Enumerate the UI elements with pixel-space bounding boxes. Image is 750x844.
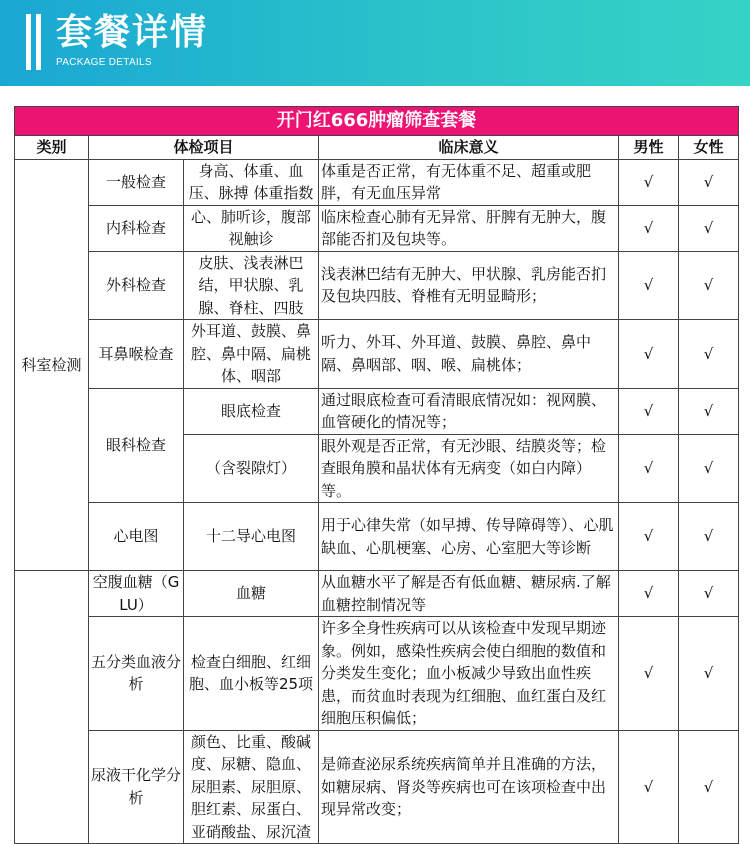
meaning-cell: 临床检查心肺有无异常、肝脾有无肿大，腹部能否扪及包块等。 [319, 205, 619, 251]
table-row [15, 205, 739, 251]
female-check: √ [679, 571, 739, 617]
page-title: 套餐详情 [56, 12, 209, 53]
item-cell: 眼科检查 [89, 388, 184, 503]
item-cell: 心电图 [89, 503, 184, 571]
table-row [15, 571, 739, 617]
female-check: √ [679, 251, 739, 320]
sub-item-cell: （含裂隙灯） [184, 434, 319, 503]
sub-item-cell: 血糖 [184, 571, 319, 617]
male-check: √ [619, 205, 679, 251]
sub-item-cell: 外耳道、鼓膜、鼻腔、鼻中隔、扁桃体、咽部 [184, 320, 319, 389]
table-row [15, 503, 739, 571]
column-header-category: 类别 [15, 136, 89, 160]
female-check: √ [679, 320, 739, 389]
item-cell: 空腹血糖（GLU） [89, 571, 184, 617]
item-cell: 五分类血液分析 [89, 617, 184, 731]
meaning-cell: 体重是否正常，有无体重不足、超重或肥胖，有无血压异常 [319, 159, 619, 205]
table-row [15, 730, 739, 844]
package-title: 开门红666肿瘤筛查套餐 [15, 107, 739, 136]
female-check: √ [679, 617, 739, 731]
column-header-item: 体检项目 [89, 136, 319, 160]
header-bar-decoration [26, 14, 31, 70]
female-check: √ [679, 159, 739, 205]
male-check: √ [619, 571, 679, 617]
column-header-male: 男性 [619, 136, 679, 160]
female-check: √ [679, 503, 739, 571]
table-row [15, 251, 739, 320]
male-check: √ [619, 503, 679, 571]
item-cell: 外科检查 [89, 251, 184, 320]
package-table-container [14, 106, 738, 844]
sub-item-cell: 心、肺听诊，腹部视触诊 [184, 205, 319, 251]
male-check: √ [619, 617, 679, 731]
meaning-cell: 浅表淋巴结有无肿大、甲状腺、乳房能否扪及包块四肢、脊椎有无明显畸形； [319, 251, 619, 320]
item-cell: 一般检查 [89, 159, 184, 205]
page-subtitle: PACKAGE DETAILS [56, 57, 152, 68]
male-check: √ [619, 434, 679, 503]
sub-item-cell: 颜色、比重、酸碱度、尿糖、隐血、尿胆素、尿胆原、胆红素、尿蛋白、亚硝酸盐、尿沉渣 [184, 730, 319, 844]
package-table [14, 106, 739, 844]
header-bar-decoration [36, 14, 41, 70]
male-check: √ [619, 251, 679, 320]
meaning-cell: 是筛查泌尿系统疾病简单并且准确的方法，如糖尿病、肾炎等疾病也可在该项检查中出现异常改变； [319, 730, 619, 844]
meaning-cell: 许多全身性疾病可以从该检查中发现早期迹象。例如，感染性疾病会使白细胞的数值和分类发生变化；血小板减少导致出血性疾患，而贫血时表现为红细胞、血红蛋白及红细胞压积偏低； [319, 617, 619, 731]
meaning-cell: 眼外观是否正常，有无沙眼、结膜炎等；检查眼角膜和晶状体有无病变（如白内障）等。 [319, 434, 619, 503]
sub-item-cell: 眼底检查 [184, 388, 319, 434]
meaning-cell: 从血糖水平了解是否有低血糖、糖尿病.了解血糖控制情况等 [319, 571, 619, 617]
column-header-meaning: 临床意义 [319, 136, 619, 160]
table-row [15, 159, 739, 205]
female-check: √ [679, 205, 739, 251]
category-cell [15, 571, 89, 844]
meaning-cell: 用于心律失常（如早搏、传导障碍等）、心肌缺血、心肌梗塞、心房、心室肥大等诊断 [319, 503, 619, 571]
table-row [15, 320, 739, 389]
sub-item-cell: 身高、体重、血压、脉搏 体重指数 [184, 159, 319, 205]
sub-item-cell: 皮肤、浅表淋巴结，甲状腺、乳腺、脊柱、四肢 [184, 251, 319, 320]
female-check: √ [679, 434, 739, 503]
male-check: √ [619, 388, 679, 434]
male-check: √ [619, 320, 679, 389]
table-row [15, 617, 739, 731]
male-check: √ [619, 159, 679, 205]
meaning-cell: 通过眼底检查可看清眼底情况如：视网膜、血管硬化的情况等； [319, 388, 619, 434]
female-check: √ [679, 730, 739, 844]
sub-item-cell: 十二导心电图 [184, 503, 319, 571]
item-cell: 内科检查 [89, 205, 184, 251]
column-header-female: 女性 [679, 136, 739, 160]
female-check: √ [679, 388, 739, 434]
header-banner [0, 0, 750, 86]
item-cell: 尿液干化学分析 [89, 730, 184, 844]
meaning-cell: 听力、外耳、外耳道、鼓膜、鼻腔、鼻中隔、鼻咽部、咽、喉、扁桃体； [319, 320, 619, 389]
male-check: √ [619, 730, 679, 844]
item-cell: 耳鼻喉检查 [89, 320, 184, 389]
category-cell: 科室检测 [15, 159, 89, 571]
table-row [15, 388, 739, 434]
sub-item-cell: 检查白细胞、红细胞、血小板等25项 [184, 617, 319, 731]
